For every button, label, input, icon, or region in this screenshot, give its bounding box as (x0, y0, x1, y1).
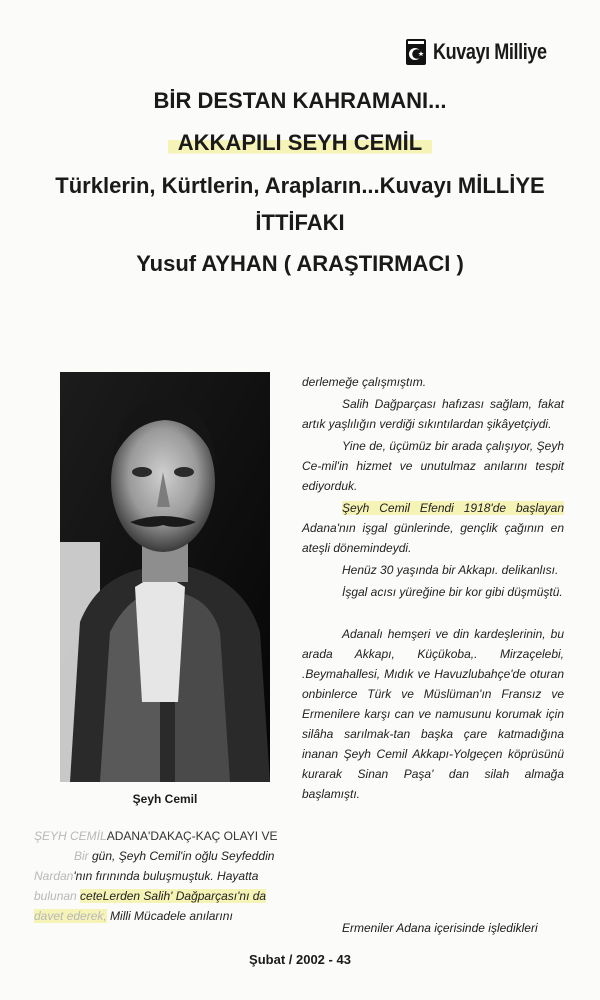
paragraph-line (34, 886, 288, 906)
photo-caption: Şeyh Cemil (132, 792, 198, 806)
faded-text: bulunan (34, 889, 81, 903)
paragraph-line (34, 906, 288, 926)
paragraph-text: Adana'nın işgal günlerinde, gençlik çağının en ateşli dönemindeydi. (302, 521, 564, 555)
paragraph: Henüz 30 yaşında bir Akkapı. delikanlısı. (342, 563, 559, 577)
headline-byline: Yusuf AYHAN ( ARAŞTIRMACI ) (136, 251, 464, 276)
paragraph: Adanalı hemşeri ve din kardeşlerinin, bu arada Akkapı, Küçükoba,. Mirzaçelebi, .Beymahallesi, Mıdık ve Havuzlubahçe'de oturan onbinlerce Türk ve Müslüman'ın Fransız ve Ermenilere karşı can ve namusunu korumak için silâha sarılmak-tan başka çare katmadığına inanan Şeyh Cemil Akkapı-Yolgeçen köprüsünü kurarak Sinan Paşa' dan silah almağa başlamıştı. (302, 627, 564, 801)
headline-line-2 (0, 130, 600, 156)
masthead (405, 38, 572, 66)
paragraph-line (34, 866, 288, 886)
line-text: Milli Mücadele anılarını (106, 909, 233, 923)
headline-line-4: İTTİFAKI (255, 210, 345, 235)
section-heading (34, 826, 288, 846)
highlighted-text: Şeyh Cemil Efendi 1918'de başlayan (342, 501, 564, 515)
paragraph: Yine de, üçümüz bir arada çalışıyor, Şeyh Ce-mil'in hizmet ve unutulmaz anılarını tespit ediyorduk. (302, 439, 564, 493)
masthead-title: Kuvayı Milliye (433, 39, 548, 64)
faded-text: Nardan (34, 869, 74, 883)
highlighted-text: ceteLerden Salih' Dağparçası'nı da (80, 889, 267, 903)
faded-text: Bir (74, 849, 89, 863)
left-text-column (34, 826, 288, 926)
line-text: 'nın fırınında buluşmuştuk. Hayatta (73, 869, 259, 883)
portrait-image (60, 372, 270, 782)
paragraph: İşgal acısı yüreğine bir kor gibi düşmüştü. (342, 585, 563, 599)
headline-line-3: Türklerin, Kürtlerin, Arapların...Kuvayı MİLLİYE (55, 173, 545, 198)
line-text: gün, Şeyh Cemil'in oğlu Seyfeddin (88, 849, 275, 863)
portrait-photo (60, 372, 270, 782)
right-text-column (302, 372, 564, 804)
section-heading-text: ADANA'DAKAÇ-KAÇ OLAYI VE (106, 829, 278, 843)
paragraph-continued: Ermeniler Adana içerisinde işledikleri (342, 921, 538, 935)
page-footer: Şubat / 2002 - 43 (249, 952, 351, 967)
paragraph: Salih Dağparçası hafızası sağlam, fakat artık yaşlılığın verdiği sıkıntılardan şikâyetçiydi. (302, 397, 564, 431)
paragraph-gap (302, 602, 564, 624)
faded-text: ŞEYH CEMİL (34, 829, 107, 843)
paragraph: derlemeğe çalışmıştım. (302, 375, 427, 389)
paragraph-line (34, 846, 288, 866)
headline-line-2-text: AKKAPILI SEYH CEMİL (168, 130, 432, 155)
turkiye-emblem-icon (405, 38, 427, 66)
paragraph (302, 498, 564, 558)
headline-line-1: BİR DESTAN KAHRAMANI... (153, 88, 447, 113)
faded-text: davet ederek, (34, 909, 107, 923)
